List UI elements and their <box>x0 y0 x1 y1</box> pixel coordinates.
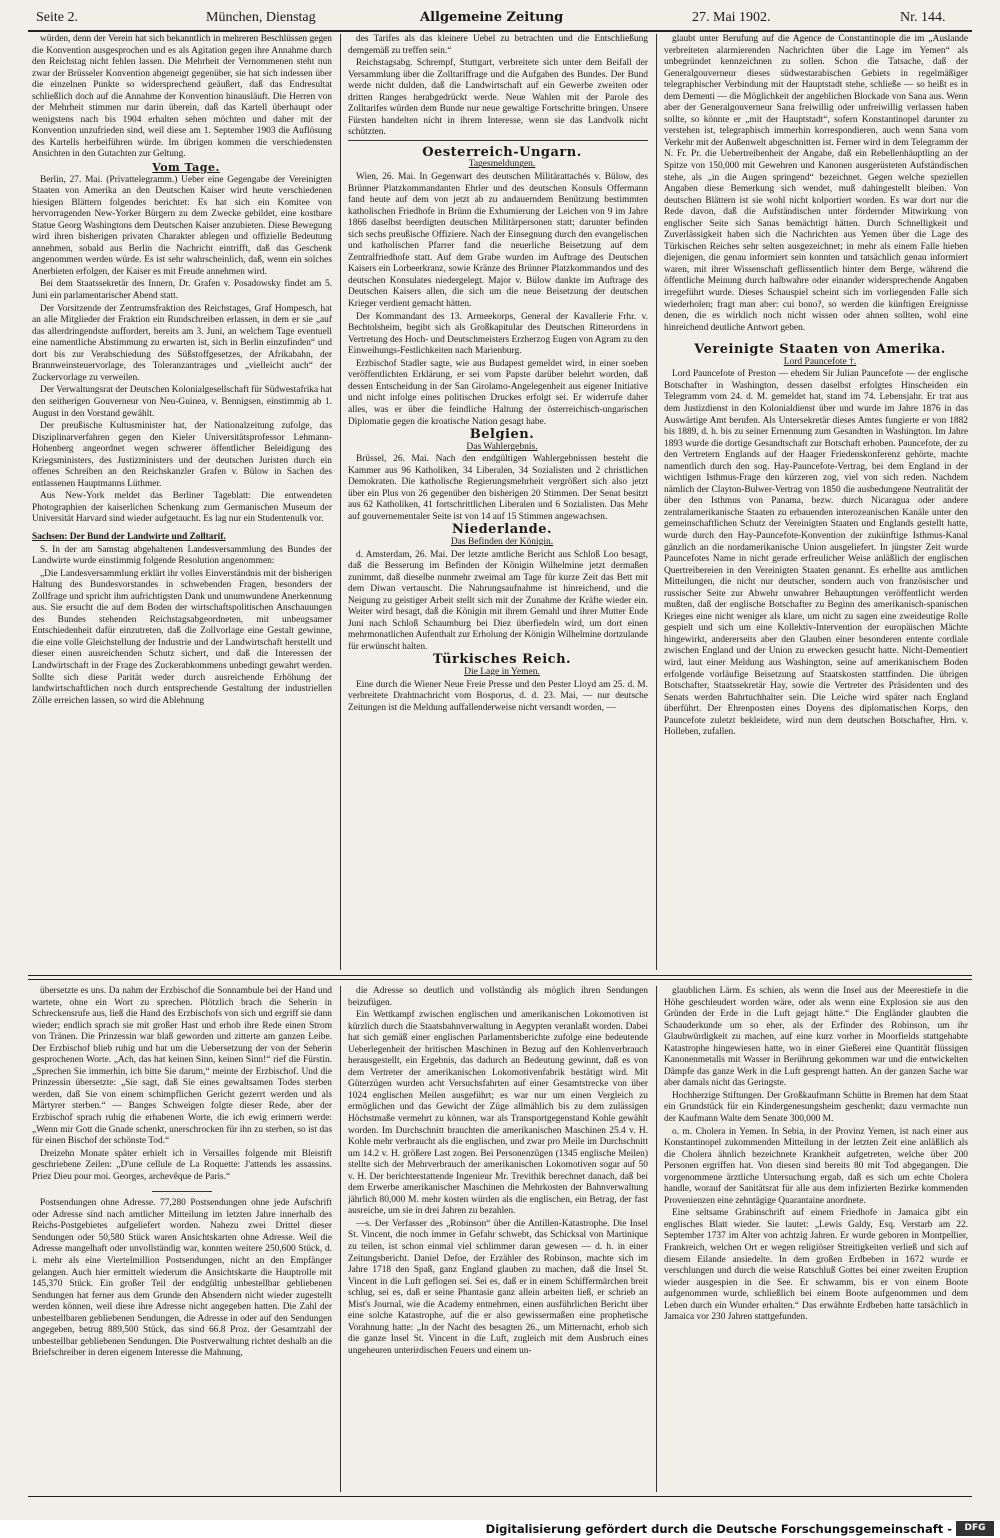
article-text: glaubt unter Berufung auf die Agence de Constantinople die im „Auslande verbreiteten alarmierenden Nachrichten über die Lage im Yemen“ als unbegründet kennzeichnen zu sollen. Schon die Tatsache, daß der Generalgouverneur dieses südwestarabischen Gebiets in regelmäßiger telegraphischer Verbindung mit der Hauptstadt stehe, schließe — so heißt es in dem Dementi — die Möglichkeit der angeblichen Blockade von Sana aus. Wenn aber der Generalgouverneur Sana freiwillig oder unfreiwillig verlassen haben sollte, so könnte er „mit der Hauptstadt“, sofern Konstantinopel darunter zu verstehen ist, telegraphisch immerhin korrespondieren, auch wenn Sana vom Verkehr mit der Außenwelt abgeschnitten ist. Ferner wird in dem Telegramm der N. Fr. Pr. die Uebertreibenheit der Angabe, daß ein Rebellenhäuptling an der Spitze von 150,000 mit Gewehren und Kanonen ausgerüsteten Aufständischen stehe, als „in die Augen springend“ bezeichnet. Gegen welche speziellen Angaben diese Bemerkung sich wendet, muß dahingestellt bleiben. Von deutschen Blättern ist sie wohl nicht kolportiert worden. Es war dort nur die Rede davon, daß die Aufständischen unter fördernder Mitwirkung von englischer Seite sich Sanas bemächtigt hätten. Durch Schnelligkeit und Zuverlässigkeit haben sich die Nachrichten aus Yemen über die Lage des Türkischen Reiches sehr selten ausgezeichnet; in mehr als einem Falle hieben diejenigen, die genau informiert sein konnten und tatsächlich genau informiert waren, mit ihrer Wissenschaft geflissentlich hinter dem Berge, während die öffentliche Meinung durch halbwahre oder einander widersprechende Angaben irregeführt wurde. Dieses Schauspiel scheint sich im vorliegenden Falle sich wiederholen; fragt man aber: cui bono?, so werden die künftigen Ereignisse denen, die es wirklich noch nicht wissen oder ahnen sollten, wohl eine hinreichend deutliche Antwort geben. <box>664 34 968 333</box>
article-text: Lord Pauncefote of Preston — ehedem Sir Julian Pauncefote — der englische Botschafter in Washington, dessen daselbst erfolgtes Hinscheiden ein Telegramm vom 24. d. M. gemeldet hat, stand im 74. Lebensjahr. Er trat aus dem Justizdienst in den Kolonialdienst über und wurde im Jahre 1876 in das Auswärtige Amt berufen. Als Untersekretär dieses Amtes fungierte er von 1882 bis 1889, d. h. bis zu seiner Ernennung zum Gesandten in Washington. Im Jahre 1893 wurde die dortige Gesandtschaft zur Botschaft erhoben. Pauncefote, der zu den Vertretern Englands auf der Haager Friedenskonferenz gehörte, machte namentlich durch den sog. Hay-Pauncefote-Vertrag, bei dem England in der wichtigen Isthmus-Frage den kürzeren zog, viel von sich reden. Nachdem nämlich der Clayton-Bulwer-Vertrag von 1850 die ausbedungene Neutralität der über den Isthmus von Panama, bezw. durch Nicaragua oder andere zentralamerikanische Staaten zu erbauenden interozeanischen Kanäle unter den gemeinschaftlichen Schutz der Vereinigten Staaten und Englands gestellt hatte, wurde durch den Hay-Pauncefote-Konvention der zukünftige Isthmus-Kanal gänzlich an die nordamerikanische Union ausgeliefert. In jüngster Zeit wurde Pauncefotes Name in nicht gerade erfreulicher Weise anläßlich der englischen Quertreibereien in den Vereinigten Staaten genannt. Es erhellte aus amtlichen Mitteilungen, die nicht nur deutscher, sondern auch von französischer und russischer Seite zur Abwehr unwahrer Behauptungen veröffentlicht werden mußten, daß der englische Botschafter zu Beginn des amerikanisch-spanischen Krieges eine nicht weniger als klare, um nicht zu sagen eine zweideutige Rolle gespielt und sich um eine Kollektiv-Intervention der europäischen Mächte hingewirkt, andererseits aber den Glauben einer besonderen entente cordiale zwischen England und der Union zu erwecken gesucht hatte. Nicht-Dementiert wird, laut einer Meldung aus Washington, seine auf amerikanischem Boden erfolgende vorläufige Beisetzung auf Staatskosten stattfinden. Die übrigen Botschafter, Staatssekretär Hay, sowie die Vertreter des Präsidenten und des Senats werden Bahrtuchhalter sein. Die Leiche wird später nach England überführt. Der Ehrenposten eines Doyens des diplomatischen Korps, den Pauncefote zuletzt bekleidete, wird nun dem deutschen Botschafter, Hrn. v. Holleben, zufallen. <box>664 369 968 738</box>
digitization-footer <box>0 1520 1000 1538</box>
article-stiftungen: Hochherzige Stiftungen. Der Großkaufmann Schütte in Bremen hat dem Staat ein Grundstück für ein Kindergenesungsheim geschenkt; dazu vermachte nun der Kaufmann Walte dem Senate 300,000 M. <box>664 1090 968 1125</box>
article-text: „Die Landesversammlung erklärt ihr volles Einverständnis mit der bisherigen Haltung des Bundesvorstandes in schwebenden Fragen, besonders der Zollfrage und spricht ihm aufrichtigsten Dank und unumwundene Anerkennung aus. Sie ersucht die auf dem Boden der wirtschaftspolitischen Anschauungen des Bundes stehenden Reichstagsabgeordneten, mit unbeugsamer Entschiedenheit dafür einzutreten, daß die Zollvorlage eine Gestalt gewinne, die eine volle Gleichstellung der Industrie und der Landwirtschaft herstellt und dieser einen ausreichenden Schutz sichert, und daß die Interessen der Landwirtschaft in der Frage des Zuckerabkommens unbedingt gewahrt werden. Sollte sich diese Parität weder durch ausreichende Erhöhung der landwirtschaftlichen noch durch entsprechende Gestaltung der industriellen Zölle erreichen lassen, so wird die Ablehnung <box>32 568 332 706</box>
article-text: Reichstagsabg. Schrempf, Stuttgart, verbreitete sich unter dem Beifall der Versammlung über die Zolltariffrage und die Aufgaben des Bundes. Der Bund werde nicht dulden, daß die Landwirtschaft auf ein Gewerbe zweiten oder dritten Ranges herabgedrückt werde. Neue Wahlen mit der Parole des Zolltarifes würden dem Bunde nur neue gewaltige Fortschritte bringen. Unsere Fürsten handelten nicht in ihrem Interesse, wenn sie das Landvolk nicht schützten. <box>348 58 648 138</box>
article-text: S. In der am Samstag abgehaltenen Landesversammlung des Bundes der Landwirte wurde einstimmig folgende Resolution angenommen: <box>32 544 332 567</box>
article-text: Brüssel, 26. Mai. Nach den endgültigen Wahlergebnissen besteht die Kammer aus 96 Katholiken, 34 Liberalen, 34 Sozialisten und 2 christlichen Demokraten. Die katholische Regierungsmehrheit vergrößert sich also jetzt über ein Plus von 26 gegenüber den bisherigen 20 Stimmen. Der Senat besitzt aus 62 Katholiken, 41 fortschrittlichen Liberalen und 6 Sozialisten. Das Mehr auf gouvernementaler Seite ist von 14 auf 15 Stimmen angewachsen. <box>348 454 648 522</box>
article-text: d. Amsterdam, 26. Mai. Der letzte amtliche Bericht aus Schloß Loo besagt, daß die Besserung im Befinden der Königin Wilhelmine jetzt dermaßen zunimmt, daß dieselbe nunmehr zweimal am Tage für kurze Zeit das Bett mit dem Diwan vertauscht. Die Nahrungsaufnahme ist hinreichend, und die Neigung zu geistiger Arbeit stellt sich mit der Zunahme der Kräfte wieder ein. Weiter wird besagt, daß die Königin mit ihrem Gemahl und ihrer Mutter Ende Juni nach Schloß Schaumburg bei Diez überfiedeln wird, um dort einen mehrmonatlichen Aufenthalt zur Erholung der Königin Wilhelmine dortzulande für erwünscht halten. <box>348 549 648 652</box>
newspaper-page <box>28 8 972 1498</box>
footer-credit: Digitalisierung gefördert durch die Deutsche Forschungsgemeinschaft - <box>485 1522 952 1536</box>
section-heading-belgien: Belgien. <box>469 427 535 443</box>
article-cholera: o. m. Cholera in Yemen. In Sebia, in der Provinz Yemen, ist nach einer aus Konstantinopel zukommenden Mitteilung in der letzten Zeit eine anläßlich als die Cholera ähnlich bezeichnete Krankheit aufgetreten, welche über 200 Personen ergriffen hat. Von diesen sind bereits 80 mit Tod abgegangen. Die vorgenommene ärztliche Untersuchung ergab, daß es sich um echte Cholera handle, worauf der Sanitätsrat für alle aus dem infizierten Bezirke kommenden Provenienzen eine zehntägige Quarantaine anordnete. <box>664 1126 968 1206</box>
article-text: Bei dem Staatssekretär des Innern, Dr. Grafen v. Posadowsky findet am 5. Juni ein parlamentarischer Abend statt. <box>32 279 332 302</box>
header-date: 27. Mai 1902. <box>692 10 771 25</box>
subheading-tagesmeldungen: Tagesmeldungen. <box>468 159 536 170</box>
column-3 <box>664 34 968 970</box>
column-1 <box>32 34 332 970</box>
subheading-yemen: Die Lage in Yemen. <box>464 666 540 677</box>
subheading-pauncefote: Lord Pauncefote †. <box>783 356 857 367</box>
article-heading-sachsen: Sachsen: Der Bund der Landwirte und Zolltarif. <box>32 531 226 542</box>
article-text: Der Kommandant des 13. Armeekorps, General der Kavallerie Frhr. v. Bechtolsheim, begibt sich als Großkapitular des Deutschen Ritterordens in Vertretung des Hoch- und Deutschmeisters Erzherzog Eugen von Agram zu den Einweihungs-Festlichkeiten nach Marienburg. <box>348 311 648 357</box>
section-heading-vom-tage: Vom Tage. <box>152 161 220 175</box>
page-number: Seite 2. <box>36 10 78 25</box>
subheading-wahlergebnis: Das Wahlergebnis. <box>466 441 538 452</box>
article-text: Wien, 26. Mai. In Gegenwart des deutschen Militärattachés v. Bülow, des Brünner Platzkommandanten Ehrler und des deutschen Konsuls Offermann fand heute auf dem von jetzt ab zu andauerndem Benützung bestimmten katholischen Friedhofe in Brünn die Exhumierung der Leichen von 9 im Jahre 1866 daselbst beerdigten deutschen Militärpersonen statt; darunter befinden sich sechs preußische Offiziere. Nach der Einsegnung durch den evangelischen und katholischen Pfarrer fand die neuerliche Beisetzung auf dem Zentralfriedhofe statt. Auf dem Grabe wurden im Auftrage des Deutschen Kaisers ein Lorbeerkranz, sowie Kränze des Brünner Platzkommandos und des deutschen Konsulates niedergelegt. Major v. Bülow dankte im Auftrage des Deutschen Kaisers allen, die sich um die neue Beisetzung der deutschen Krieger verdient gemacht hätten. <box>348 172 648 310</box>
short-divider <box>152 1191 212 1192</box>
article-text: würden, denn der Verein hat sich bekanntlich in mehreren Beschlüssen gegen die Konvention ausgesprochen und es als Agitation gegen ihre Annahme durch den Reichstag nicht fehlen lassen. Die Mehrheit der Vernommenen steht nun zwar der Brüsseler Konvention abgeneigt gegenüber, sie hat sich indessen über die einzelnen Punkte so widersprechend geäußert, daß das Endresultat schließlich doch auf die Annahme der Konvention hinausläuft. Die Herren von der Mehrheit stimmen nur darin überein, daß das Kartell überhaupt oder wenigstens nach bis 1904 erhalten sehen möchten und daher mit der Konvention unzufrieden sind, weil diese am 1. September 1903 die Auflösung des Kartells herbeiführen würde. Im übrigen kommen die verschiedensten Ansichten in den Gutachten zur Geltung. <box>32 34 332 160</box>
issue-number: Nr. 144. <box>900 10 946 25</box>
article-text: des Tarifes als das kleinere Uebel zu betrachten und die Entschließung demgemäß zu treffen sein.“ <box>348 34 648 56</box>
article-robinson: —s. Der Verfasser des „Robinson“ über die Antillen-Katastrophe. Die Insel St. Vincent, die noch immer in Gefahr schwebt, das Schicksal von Martinique zu teilen, ist schon einmal viel schlimmer daran gewesen — d. h. in einer Zeitungsbericht. Daniel Defoe, der Erzähler des Robinson, machte sich im Jahre 1718 den Spaß, ganz England glauben zu machen, daß die Insel St. Vincent in die Luft geflogen sei. Sei es, daß er in einem Schiffermärchen breit schlug, sei es, daß er seine Phantasie ganz allein arbeiten ließ, er schrieb an Mist's Journal, wie die Academy entnehmen, einen ausführlichen Bericht über eine solche Katastrophe, auf die er also gewissermaßen eine prophetische Vorahnung hatte: „In der Nacht des besagten 26., um Mitternacht, erhob sich die ganze Insel St. Vincent in die Luft, zugleich mit dem Ausbruch eines ungeheuren unterirdischen Feuers und einem un- <box>348 1218 648 1356</box>
section-heading-vereinigte-staaten: Vereinigte Staaten von Amerika. <box>694 342 946 358</box>
column-divider <box>340 986 341 1492</box>
article-grabinschrift: Eine seltsame Grabinschrift auf einem Friedhofe in Jamaica gibt ein englisches Blatt wieder. Sie lautet: „Lewis Galdy, Esq. Verstarb am 22. September 1737 im Alter von achtzig Jahren. Er wurde geboren in Montpellier, Frankreich, welchen Ort er wegen religiöser Streitigkeiten verließ und sich auf diesem Eilande ansiedelte. In dem großen Erdbeben in 1672 wurde er verschlungen und durch die weise Ratschluß Gottes bei einer zweiten Eruption wieder ausgespien in die See. Er schwamm, bis er von einem Boote aufgenommen wurde, schließlich bei einem Boote aufgenommen und dem Leben durch ein Wunder erhalten.“ Das erwähnte Erdbeben hatte tatsächlich in Jamaica vor 230 Jahren stattgefunden. <box>664 1208 968 1323</box>
page-bottom-rule <box>28 1496 972 1497</box>
masthead-title: Allgemeine Zeitung <box>420 10 564 25</box>
article-text: Aus New-York meldet das Berliner Tageblatt: Die entwendeten Photographien der kaiserlichen Schenkung zum Germanischen Museum der Universität Harvard sind wieder aufgetaucht. Es lag nur ein Studentenulk vor. <box>32 491 332 525</box>
article-berlin: Berlin, 27. Mai. (Privattelegramm.) Ueber eine Gegengabe der Vereinigten Staaten von Amerika an den Deutschen Kaiser wird heute verschiedenen hiesigen Blättern folgendes berichtet: Es hat sich ein Komitee von hervorragenden New-Yorker Bürgern zu dem Zwecke gebildet, eine kostbare Statue Georg Washingtons dem Deutschen Kaiser anzubieten. Diese Bewegung wird ihren bisherigen privaten Charakter ablegen und offizielle Bedeutung annehmen, sobald aus Berlin die Nachricht eintrifft, daß das Geschenk angenommen werden würde. Es ist sehr wahrscheinlich, daß, wenn ein solches Anerbieten erfolgen, der Kaiser es mit Freude annehmen wird. <box>32 174 332 277</box>
section-heading-niederlande: Niederlande. <box>451 522 552 538</box>
feuilleton-text: Dreizehn Monate später erhielt ich in Versailles folgende mit Bleistift geschriebene Zeilen: „D'une cellule de La Roquette: J'attends les assassins. Priez Dieu pour moi. Georges, archevêque de Paris.“ <box>32 1148 332 1182</box>
article-text: Erzbischof Stadler sagte, wie aus Budapest gemeldet wird, in einer soeben veröffentlichten Erklärung, er sei vom Papste darüber belehrt worden, daß dessen Entscheidung in der San Girolamo-Angelegenheit aus eigener Initiative und nicht infolge eines politischen Druckes erfolgt sei. Er widerrufe daher alles, was er über die feindliche Haltung der österreichisch-ungarischen Diplomatie gegen die kroatische Nation gesagt habe. <box>348 358 648 427</box>
article-text: Der Verwaltungsrat der Deutschen Kolonialgesellschaft für Südwestafrika hat den seitherigen Gouverneur von Neu-Guinea, v. Bennigsen, einstimmig ab 1. August in den Vorstand gewählt. <box>32 385 332 419</box>
article-wettkampf: Ein Wettkampf zwischen englischen und amerikanischen Lokomotiven ist kürzlich durch die Staatsbahnverwaltung in Aegypten veranlaßt worden. Dabei hat sich gemäß einer englischen Parlamentsberichte zufolge eine bedeutende Ueberlegenheit der britischen Maschinen in Bezug auf den Kohlenverbrauch herausgestellt, ein Ergebnis, das dadurch an Bedeutung gewinnt, daß es von dem Vertreter der amerikanischen Lokomotivenfabrik bestätigt wird. Mit Güterzügen wurden acht Versuchsfahrten auf einer Gesamtstrecke von über 1024 englischen Meilen ausgeführt; es war nur um einen Vergleich zu ermöglichen und das Gewicht der Züge allmählich bis zu dem zulässigen Höchstmaße vermehrt zu können, war als Transportgegenstand Kohle gewählt worden. Im Durchschnitt brauchten die amerikanischen Maschinen 25.4 v. H. Kohle mehr verbraucht als die englischen, und zwar pro Meile im Durchschnitt um 14.2 v. H. größere Last zogen. Bei Personenzügen (1345 englische Meilen) stellte sich der Mehrverbrauch der amerikanischen Lokomotiven sogar auf 50 v. H. Der berichterstattende Ingenieur Mr. Trevithik berechnet danach, daß bei dem Erwerbe amerikanischer Maschinen die Mehrkosten der Bahnverwaltung jährlich 80,000 M. mehr kosten würden als die englischen, ein Betrag, der fast ausreiche, um sie in drei Jahren zu bezahlen. <box>348 1010 648 1217</box>
article-text: Eine durch die Wiener Neue Freie Presse und den Pester Lloyd am 25. d. M. verbreitete Drahtnachricht vom Bosporus, d. d. 23. Mai, — nur deutsche Zeitungen ist die Meldung auffallenderweise nicht versandt worden, — <box>348 679 648 713</box>
feuilleton-separator <box>28 975 972 980</box>
bottom-column-3 <box>664 986 968 1492</box>
section-heading-oesterreich: Oesterreich-Ungarn. <box>348 140 648 159</box>
feuilleton-text: übersetzte es uns. Da nahm der Erzbischof die Sonnambule bei der Hand und wartete, ohne ein Wort zu sprechen. Plötzlich brach die Seherin in Schreckensrufe aus, ließ die Hand des Erzbischofs von sich und ergriff sie dann wieder; endlich sprach sie mit großer Hast und erhob ihre Rede einen Strom von Tränen. Die Prinzessin war blaß geworden und zitterte am ganzen Leibe. Der Erzbischof blieb ruhig und bat um die Uebersetzung der von der Seherin gesprochenen Worte. „Ach, das hat keinen Sinn, keinen Sinn!“ rief die Fürstin. „Sprechen Sie immerhin, ich bitte Sie darum,“ meinte der Erzbischof. Und die Prinzessin übersetzte: „Sie sagt, daß Sie eines gewaltsamen Todes sterben werden, daß Sie von einem schimpflichen Gericht gezerrt werden und als Märtyrer sterben.“ — Banges Schweigen folgte dieser Rede, aber der Erzbischof sprach ruhig die erhabenen Worte, die ich ewig erinnern werde: „Wenn mir Gott die Gnade schenkt, unerschrocken für ihn zu sterben, so ist das für einen Bischof der schönste Tod.“ <box>32 986 332 1147</box>
column-2 <box>348 34 648 970</box>
article-postsendungen: Postsendungen ohne Adresse. 77,280 Postsendungen ohne jede Aufschrift oder Adresse sind nach amtlicher Mitteilung im letzten Jahre innerhalb des Reichs-Postgebietes aufgeliefert worden. Nahezu zwei Drittel dieser Sendungen oder 50,580 Stück waren Ansichtskarten ohne Adresse. Weil die Adresse mangelhaft oder unvollständig war, konnten weitere 250,600 Stück, d. i. mehr als eine Viertelmillion Postsendungen, nicht an den Empfänger gelangen. Auch hier ermittelt wiederum die Ansichtskarte die Hauptrolle mit 145,370 Stück. Ein großer Teil der endgültig unbestellbar gebliebenen Sendungen hat ferner aus dem Grunde den Absendern nicht wieder zugestellt werden können, weil diese ihre Adresse nicht angegeben hatten. Die Zahl der unbestellbaren gebliebenen Sendungen, die Adresse in oder auf den Sendungen angegeben, betrug 889,500 Stück, das sind 66.8 Proz. der Gesamtzahl der unbestellbar gebliebenen Sendungen. Die Postverwaltung richtet deshalb an die Briefschreiber in deren eigenem Interesse die Mahnung, <box>32 1198 332 1359</box>
article-text: Der Vorsitzende der Zentrumsfraktion des Reichstages, Graf Hompesch, hat an alle Mitglieder der Fraktion ein Rundschreiben erlassen, in dem er sie „auf das allerdringendste auffordert, bereits am 3. Juni, an welchem Tage eventuell eine namentliche Abstimmung zu erwarten ist, sich in Berlin einzufinden“ und dort bis zur Verabschiedung des Süßstoffgesetzes, der Afrikabahn, der Brannweinsteuervorlage, des Toleranzantrages und „vielleicht auch“ der Zuckervorlage zu verweilen. <box>32 303 332 383</box>
column-divider <box>656 986 657 1492</box>
article-text: Der preußische Kultusminister hat, der Nationalzeitung zufolge, das Disziplinarverfahren gegen den Kieler Universitätsprofessor Lehmann-Hohenberg angeordnet wegen schwerer öffentlicher Beleidigung des Kriegsministers, des Justizministers und der deutschen Juristen durch ein offenes Schreiben an den Reichskanzler Grafen v. Bülow in Sachen des entlassenen Hauptmanns Lüthmer. <box>32 421 332 489</box>
bottom-column-1 <box>32 986 332 1492</box>
page-header <box>28 8 972 32</box>
subheading-befinden: Das Befinden der Königin. <box>450 536 554 547</box>
bottom-column-2 <box>348 986 648 1492</box>
header-place-date: München, Dienstag <box>206 10 316 25</box>
article-text: die Adresse so deutlich und vollständig als möglich ihren Sendungen beizufügen. <box>348 986 648 1008</box>
section-heading-tuerkisches-reich: Türkisches Reich. <box>432 652 572 668</box>
column-divider <box>340 34 341 970</box>
article-text: glaublichen Lärm. Es schien, als wenn die Insel aus der Meerestiefe in die Höhe geschleudert worden wäre, oder als wenn eine Explosion sie aus den Gründen der Erde in die Luft gejagt hätte.“ Die Engländer glaubten die Schauderkunde um so eher, als der Erfinder des Robinson, um ihr Glaubwürdigkeit zu machen, auf eine kurz vorher in Moorfields stattgehabte Katastrophe hingewiesen hatte, wo in einer Gießerei eine Quantität flüssigen Kanonenmetalls mit Wasser in Berührung gekommen war und die entwickelten Dämpfe das ganze Werk in die Luft gesprengt hatten. An der ganzen Sache war aber damals nicht das Geringste. <box>664 986 968 1089</box>
column-divider <box>656 34 657 970</box>
dfg-logo: DFG <box>956 1521 994 1536</box>
